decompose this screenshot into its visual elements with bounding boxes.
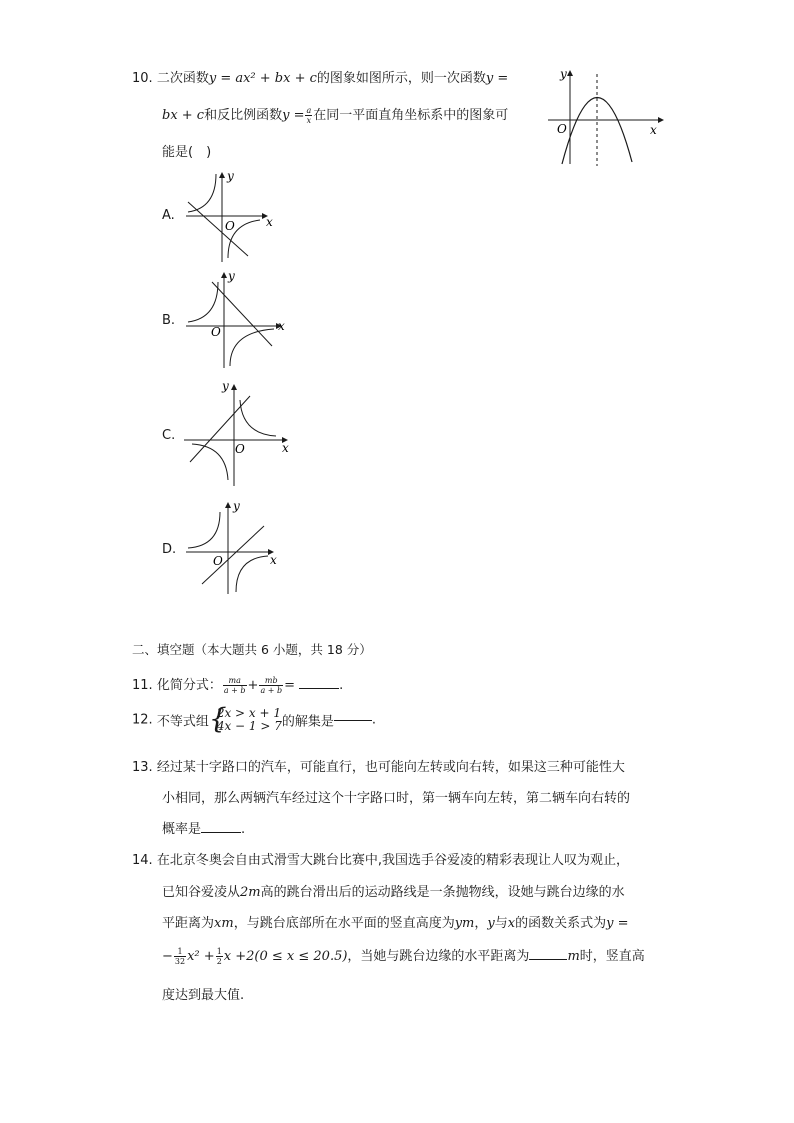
axis-label-y: y <box>228 269 235 283</box>
frac-numerator: a <box>306 106 312 115</box>
frac-denominator: 2 <box>216 957 222 966</box>
frac-numerator: 1 <box>216 947 222 956</box>
q12-text: 不等式组 <box>156 714 209 730</box>
hyperbola-branch <box>192 444 228 480</box>
q12-number: 12. <box>132 712 153 728</box>
y-axis-arrow-icon <box>567 70 573 76</box>
q14-var: x <box>507 916 516 931</box>
q14-var: x² <box>187 949 200 964</box>
q13-number: 13. <box>132 760 153 775</box>
frac-denominator: x <box>306 116 312 125</box>
y-axis-arrow-icon <box>225 502 231 508</box>
q10-inverse-frac <box>305 106 312 125</box>
axis-label-x: x <box>650 123 657 137</box>
axis-label-y: y <box>227 169 234 183</box>
option-d-label[interactable]: D. <box>162 542 177 557</box>
frac-denominator: 32 <box>174 957 186 966</box>
q14-text: 的函数关系式为 <box>515 916 607 931</box>
q10-text: 的图象如图所示，则一次函数 <box>316 71 486 86</box>
q11-fraction-1 <box>223 676 247 695</box>
q14-var: y = <box>606 916 629 931</box>
hyperbola-branch <box>240 400 276 436</box>
q14-answer-blank[interactable] <box>529 958 567 960</box>
option-c-graph[interactable] <box>180 376 295 490</box>
option-a-graph[interactable] <box>180 166 280 264</box>
origin-label: O <box>225 219 235 233</box>
x-axis-arrow-icon <box>658 117 664 123</box>
hyperbola-branch <box>188 282 218 322</box>
axis-label-x: x <box>282 441 289 455</box>
origin-label: O <box>235 442 245 456</box>
axis-label-y: y <box>222 379 229 393</box>
q14-unit: m <box>567 949 580 964</box>
q13-line3 <box>162 818 245 837</box>
q12-answer-blank[interactable] <box>334 719 372 721</box>
q14-fraction-1 <box>174 947 186 966</box>
q12-inequality-1: 2x > x + 1 <box>216 706 282 720</box>
q14-number: 14. <box>132 853 153 868</box>
q13-text: 概率是 <box>162 822 202 837</box>
q10-text: 和反比例函数 <box>204 108 283 123</box>
q11-text: 化简分式： <box>156 678 222 693</box>
origin-label: O <box>557 122 567 136</box>
y-axis-arrow-icon <box>221 272 227 278</box>
hyperbola-branch <box>230 329 274 366</box>
q14-text: 与 <box>494 916 508 931</box>
q14-text: 时，竖直高 <box>579 949 645 964</box>
plus-sign: + <box>247 678 259 693</box>
option-b-label[interactable]: B. <box>162 313 176 328</box>
q13-line2: 小相同，那么两辆汽车经过这个十字路口时，第一辆车向左转，第二辆车向右转的 <box>162 791 631 806</box>
q14-text: 高的跳台滑出后的运动路线是一条抛物线，设她与跳台边缘的水 <box>260 885 625 900</box>
q14-line4 <box>162 945 645 966</box>
q14-var: ym <box>454 916 475 931</box>
q12-line <box>132 702 377 735</box>
q10-line2 <box>162 104 508 125</box>
hyperbola-branch <box>236 556 268 592</box>
equals-sign: = <box>284 678 296 693</box>
q10-number: 10. <box>132 71 153 86</box>
frac-denominator: a + b <box>260 686 283 695</box>
q14-text: 平距离为 <box>162 916 215 931</box>
option-b-graph[interactable] <box>180 266 295 370</box>
axis-label-x: x <box>266 215 273 229</box>
q14-text: ， <box>474 916 488 931</box>
q14-line2 <box>162 881 625 900</box>
q14-text: ，当她与跳台边缘的水平距离为 <box>347 949 530 964</box>
q10-linear-y: y = <box>485 71 509 86</box>
plus-sign: + <box>203 949 215 964</box>
y-axis-arrow-icon <box>219 172 225 178</box>
q14-text: 在北京冬奥会自由式滑雪大跳台比赛中,我国选手谷爱凌的精彩表现让人叹为观止， <box>156 853 629 868</box>
q12-end: . <box>371 712 377 728</box>
axis-label-x: x <box>278 319 285 333</box>
q10-quadratic-expr: y = ax² + bx + c <box>208 71 317 86</box>
origin-label: O <box>213 554 223 568</box>
straight-line <box>212 282 272 346</box>
frac-numerator: 1 <box>174 947 186 957</box>
section-2-title: 二、填空题（本大题共 6 小题，共 18 分） <box>132 642 372 657</box>
origin-label: O <box>211 325 221 339</box>
q14-fraction-2 <box>216 947 223 966</box>
q14-line5: 度达到最大值. <box>162 988 245 1003</box>
frac-denominator: a + b <box>223 686 246 695</box>
q14-height: 2m <box>240 885 261 900</box>
frac-numerator: ma <box>223 676 247 686</box>
q10-line1 <box>132 67 508 86</box>
q14-var: xm <box>214 916 234 931</box>
q10-line3 <box>162 141 211 160</box>
q11-number: 11. <box>132 678 153 693</box>
axis-label-y: y <box>560 67 567 81</box>
q14-var: y <box>487 916 495 931</box>
q11-answer-blank[interactable] <box>299 687 339 689</box>
q14-text: ，与跳台底部所在水平面的竖直高度为 <box>233 916 455 931</box>
q11-end: . <box>339 678 344 693</box>
q12-inequality-system <box>208 702 282 735</box>
frac-numerator: mb <box>259 676 283 686</box>
straight-line <box>202 526 264 584</box>
q14-line3 <box>162 912 629 931</box>
q13-answer-blank[interactable] <box>201 831 241 833</box>
q11-fraction-2 <box>259 676 283 695</box>
y-axis-arrow-icon <box>231 384 237 390</box>
q13-line1 <box>132 756 625 775</box>
axis-label-y: y <box>233 499 240 513</box>
q12-inequality-2: 4x − 1 > 7 <box>216 719 282 733</box>
q10-text: 在同一平面直角坐标系中的图象可 <box>313 108 509 123</box>
minus-sign: − <box>162 949 173 964</box>
q13-end: . <box>241 822 246 837</box>
q10-linear-expr: bx + c <box>162 108 205 123</box>
q10-text: 能是( ) <box>162 145 212 160</box>
option-a-label[interactable]: A. <box>162 208 175 223</box>
brace-icon: { <box>208 702 227 735</box>
q14-formula: x +2(0 ≤ x ≤ 20.5) <box>223 949 348 964</box>
q10-reference-graph <box>540 62 670 172</box>
q14-line1 <box>132 849 629 868</box>
q12-text: 的解集是 <box>281 714 334 730</box>
q10-inverse-y: y = <box>282 108 305 123</box>
q11-line <box>132 674 343 695</box>
option-d-graph[interactable] <box>180 496 290 598</box>
q13-text: 经过某十字路口的汽车，可能直行，也可能向左转或向右转，如果这三种可能性大 <box>156 760 625 775</box>
q10-text: 二次函数 <box>156 71 209 86</box>
hyperbola-branch <box>188 512 220 548</box>
axis-label-x: x <box>270 553 277 567</box>
q14-text: 已知谷爱凌从 <box>162 885 241 900</box>
option-c-label[interactable]: C. <box>162 428 176 443</box>
